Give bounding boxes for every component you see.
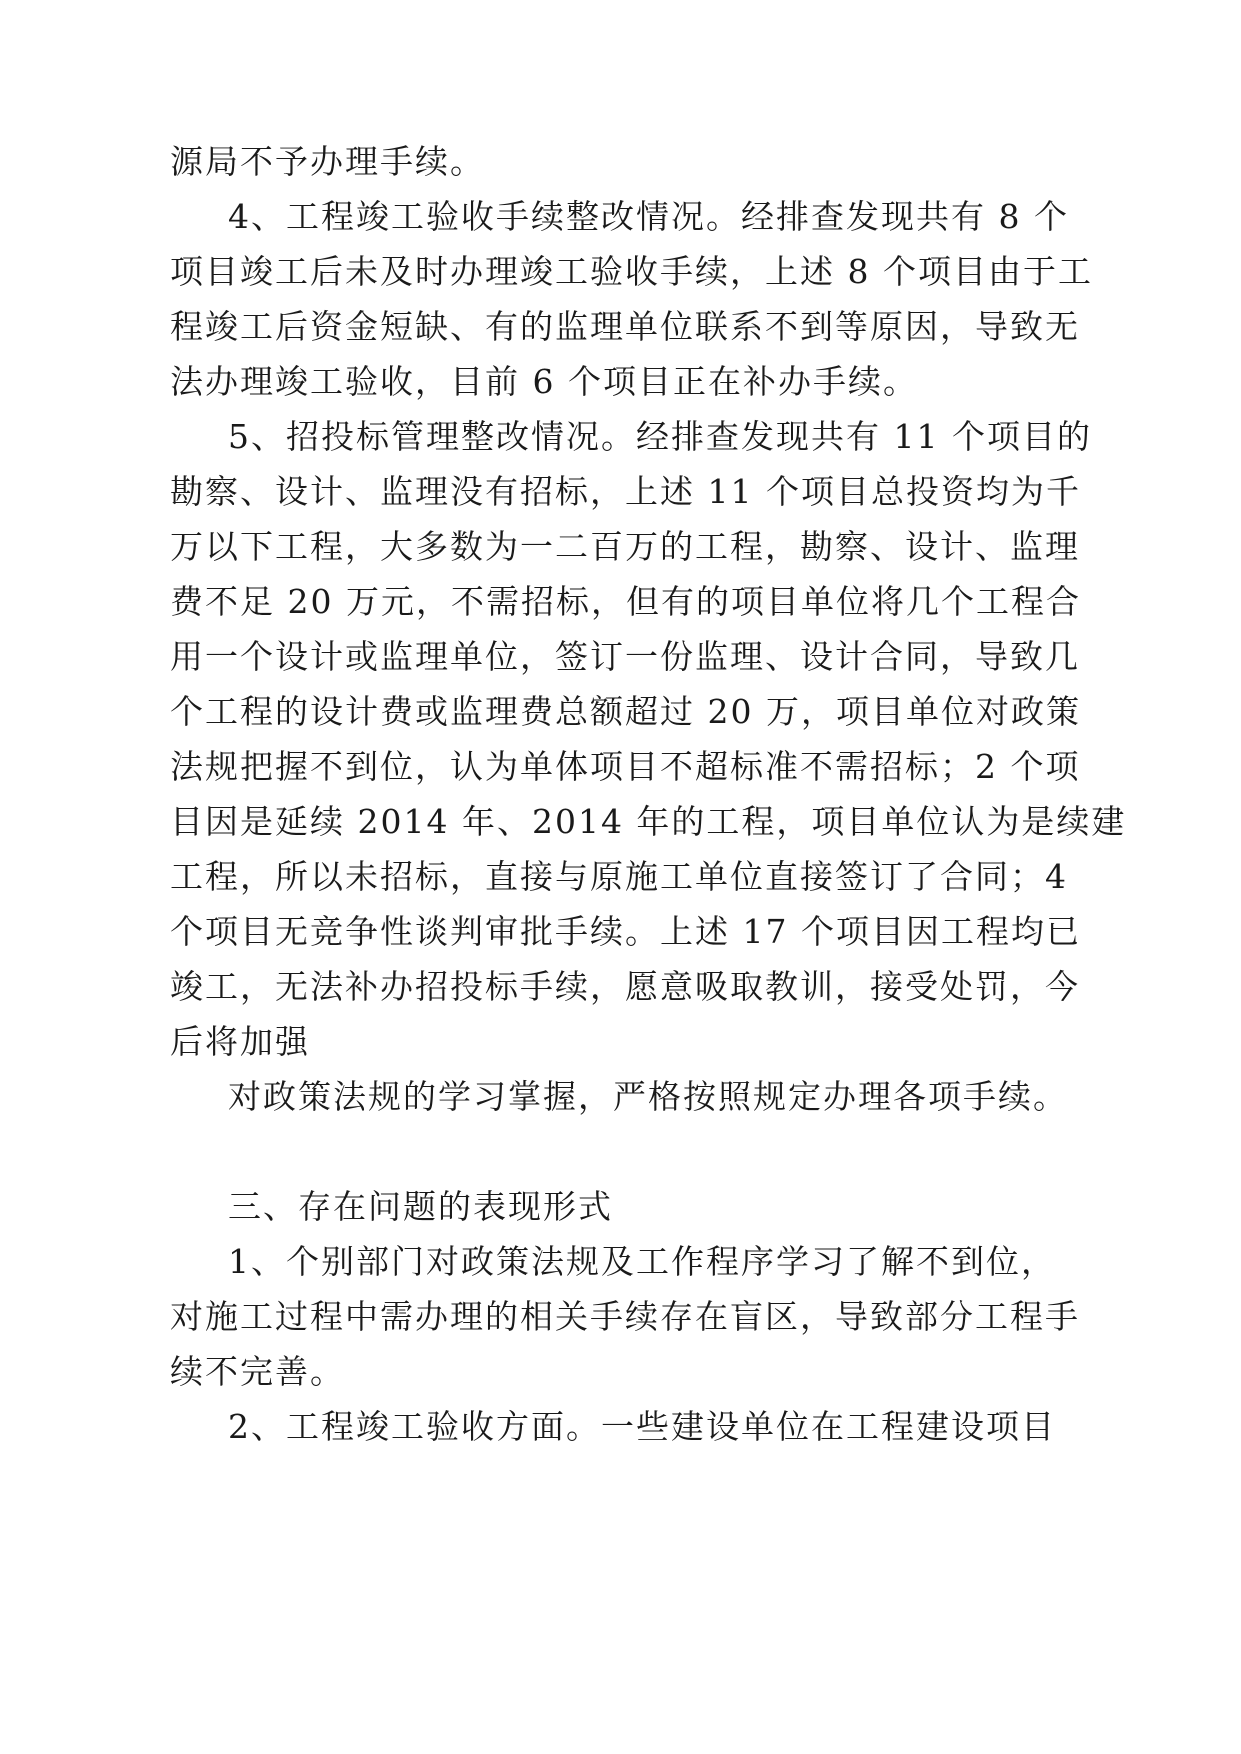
- text-line: 用一个设计或监理单位，签订一份监理、设计合同，导致几: [170, 637, 1080, 676]
- text-line: 工程，所以未招标，直接与原施工单位直接签订了合同；4: [170, 857, 1068, 896]
- text-line: 对政策法规的学习掌握，严格按照规定办理各项手续。: [228, 1077, 1068, 1116]
- section-heading: 三、存在问题的表现形式: [228, 1187, 613, 1226]
- text-line: 5、招投标管理整改情况。经排查发现共有 11 个项目的: [228, 417, 1092, 456]
- text-line: 1、个别部门对政策法规及工作程序学习了解不到位，: [228, 1242, 1056, 1281]
- text-line: 竣工，无法补办招投标手续，愿意吸取教训，接受处罚，今: [170, 967, 1080, 1006]
- text-line: 法规把握不到位，认为单体项目不超标准不需招标；2 个项: [170, 747, 1081, 786]
- text-line: 费不足 20 万元，不需招标，但有的项目单位将几个工程合: [170, 582, 1081, 621]
- text-line: 2、工程竣工验收方面。一些建设单位在工程建设项目: [228, 1407, 1056, 1446]
- text-line: 续不完善。: [170, 1352, 345, 1391]
- text-line: 4、工程竣工验收手续整改情况。经排查发现共有 8 个: [228, 197, 1069, 236]
- text-line: 项目竣工后未及时办理竣工验收手续，上述 8 个项目由于工: [170, 252, 1093, 291]
- text-line: 个工程的设计费或监理费总额超过 20 万，项目单位对政策: [170, 692, 1081, 731]
- text-line: 源局不予办理手续。: [170, 142, 485, 181]
- text-line: 个项目无竞争性谈判审批手续。上述 17 个项目因工程均已: [170, 912, 1081, 951]
- text-line: 程竣工后资金短缺、有的监理单位联系不到等原因，导致无: [170, 307, 1080, 346]
- text-line: 勘察、设计、监理没有招标，上述 11 个项目总投资均为千: [170, 472, 1081, 511]
- text-line: 法办理竣工验收，目前 6 个项目正在补办手续。: [170, 362, 918, 401]
- text-line: 目因是延续 2014 年、2014 年的工程，项目单位认为是续建: [170, 802, 1127, 841]
- text-line: 万以下工程，大多数为一二百万的工程，勘察、设计、监理: [170, 527, 1080, 566]
- text-line: 后将加强: [170, 1022, 310, 1061]
- text-line: 对施工过程中需办理的相关手续存在盲区，导致部分工程手: [170, 1297, 1080, 1336]
